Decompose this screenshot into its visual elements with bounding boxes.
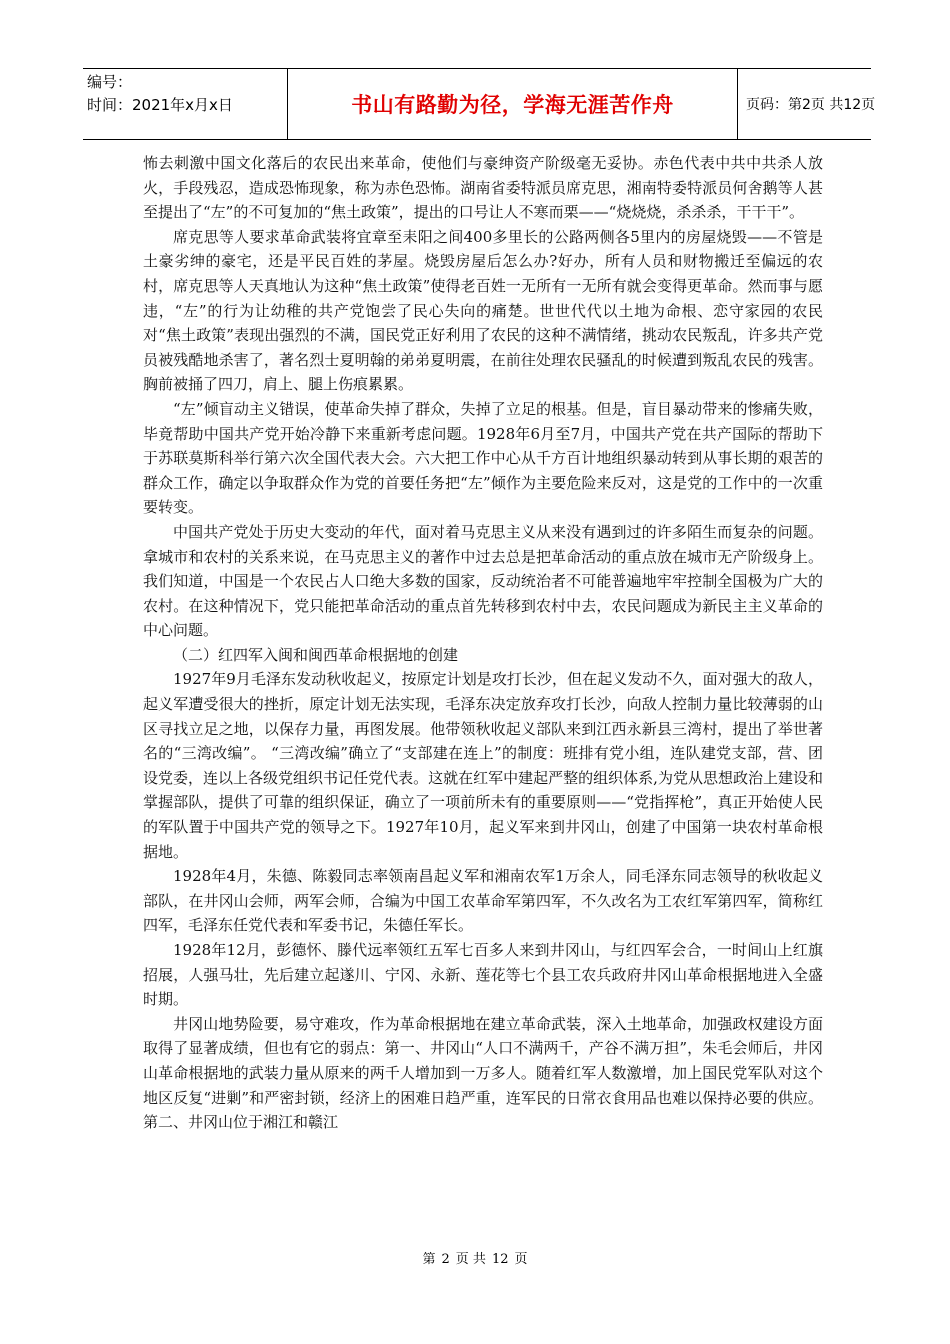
paragraph-3: “左”倾盲动主义错误，使革命失掉了群众，失掉了立足的根基。但是，盲目暴动带来的惨痛失败，毕竟帮助中国共产党开始冷静下来重新考虑问题。1928年6月至7月，中国共产党在共产国际的帮助下于苏联莫斯科举行第六次全国代表大会。六大把工作中心从千方百计地组织暴动转到从事长期的艰苦的群众工作，确定以争取群众作为党的首要任务把“左”倾作为主要危险来反对，这是党的工作中的一次重要转变。 bbox=[143, 399, 823, 517]
paragraph-1: 怖去刺激中国文化落后的农民出来革命，使他们与豪绅资产阶级毫无妥协。赤色代表中共中共杀人放火，手段残忍，造成恐怖现象，称为赤色恐怖。湖南省委特派员席克思，湘南特委特派员何舍鹅等人甚至提出了“左”的不可复加的“焦土政策”，提出的口号让人不寒而栗——“烧烧烧，杀杀杀，干干干”。 bbox=[143, 154, 823, 222]
header-page-label: 页码：第2页 共12页 bbox=[746, 97, 876, 113]
footer-prefix: 第 bbox=[422, 1252, 436, 1267]
footer-current-page: 2 bbox=[441, 1252, 450, 1267]
paragraph-2: 席克思等人要求革命武装将宜章至耒阳之间400多里长的公路两侧各5里内的房屋烧毁——不管是土豪劣绅的豪宅，还是平民百姓的茅屋。烧毁房屋后怎么办?好办，所有人员和财物搬迁至偏远的农村，席克思等人天真地认为这种“焦土政策”使得老百姓一无所有一无所有就会变得更革命。然而事与愿违，“左”的行为让幼稚的共产党饱尝了民心失向的痛楚。世世代代以土地为命根、恋守家园的农民对“焦土政策”表现出强烈的不满，国民党正好利用了农民的这种不满情绪，挑动农民叛乱，许多共产党员被残酷地杀害了，著名烈士夏明翰的弟弟夏明震，在前往处理农民骚乱的时候遭到叛乱农民的残害。胸前被捅了四刀，肩上、腿上伤痕累累。 bbox=[143, 227, 823, 394]
paragraph-6: 1928年4月，朱德、陈毅同志率领南昌起义军和湘南农军1万余人，同毛泽东同志领导的秋收起义部队，在井冈山会师，两军会师，合编为中国工农革命军第四军，不久改名为工农红军第四军，简称红四军，毛泽东任党代表和军委书记，朱德任军长。 bbox=[143, 867, 823, 935]
document-date-label: 时间：2021年x月x日 bbox=[87, 96, 233, 114]
paragraph-4: 中国共产党处于历史大变动的年代，面对着马克思主义从来没有遇到过的许多陌生而复杂的问题。拿城市和农村的关系来说，在马克思主义的著作中过去总是把革命活动的重点放在城市无产阶级身上。我们知道，中国是一个农民占人口绝大多数的国家，反动统治者不可能普遍地牢牢控制全国极为广大的农村。在这种情况下，党只能把革命活动的重点首先转移到农村中去，农民问题成为新民主主义革命的中心问题。 bbox=[143, 522, 823, 640]
document-body bbox=[143, 151, 823, 1135]
paragraph-5: 1927年9月毛泽东发动秋收起义，按原定计划是攻打长沙，但在起义发动不久，面对强大的敌人，起义军遭受很大的挫折，原定计划无法实现，毛泽东决定放弃攻打长沙，向敌人控制力量比较薄弱的山区寻找立足之地，以保存力量，再图发展。他带领秋收起义部队来到江西永新县三湾村，提出了举世著名的“三湾改编”。 “三湾改编”确立了“支部建在连上”的制度：班排有党小组，连队建党支部，营、团设党委，连以上各级党组织书记任党代表。这就在红军中建起严整的组织体系,为党从思想政治上建设和掌握部队，提供了可靠的组织保证，确立了一项前所未有的重要原则——“党指挥枪”，真正开始使人民的军队置于中国共产党的领导之下。1927年10月，起义军来到井冈山，创建了中国第一块农村革命根据地。 bbox=[143, 670, 823, 861]
page-footer bbox=[0, 1248, 950, 1267]
section-heading: （二）红四军入闽和闽西革命根据地的创建 bbox=[173, 645, 459, 664]
header-motto: 书山有路勤为径，学海无涯苦作舟 bbox=[288, 69, 738, 139]
document-number-label: 编号： bbox=[87, 73, 133, 91]
header-info-cell bbox=[83, 69, 288, 139]
page-header bbox=[83, 68, 876, 140]
footer-total-pages: 12 bbox=[491, 1252, 509, 1267]
footer-mid: 页 共 bbox=[455, 1252, 486, 1267]
paragraph-8: 井冈山地势险要，易守难攻，作为革命根据地在建立革命武装，深入土地革命，加强政权建设方面取得了显著成绩，但也有它的弱点：第一、井冈山“人口不满两千，产谷不满万担”，朱毛会师后，井冈山革命根据地的武装力量从原来的两千人增加到一万多人。随着红军人数激增，加上国民党军队对这个地区反复“进剿”和严密封锁，经济上的困难日趋严重，连军民的日常衣食用品也难以保持必要的供应。第二、井冈山位于湘江和赣江 bbox=[143, 1014, 823, 1132]
paragraph-7: 1928年12月，彭德怀、滕代远率领红五军七百多人来到井冈山，与红四军会合，一时间山上红旗招展，人强马壮，先后建立起遂川、宁冈、永新、莲花等七个县工农兵政府井冈山革命根据地进入全盛时期。 bbox=[143, 941, 823, 1009]
footer-suffix: 页 bbox=[514, 1252, 528, 1267]
